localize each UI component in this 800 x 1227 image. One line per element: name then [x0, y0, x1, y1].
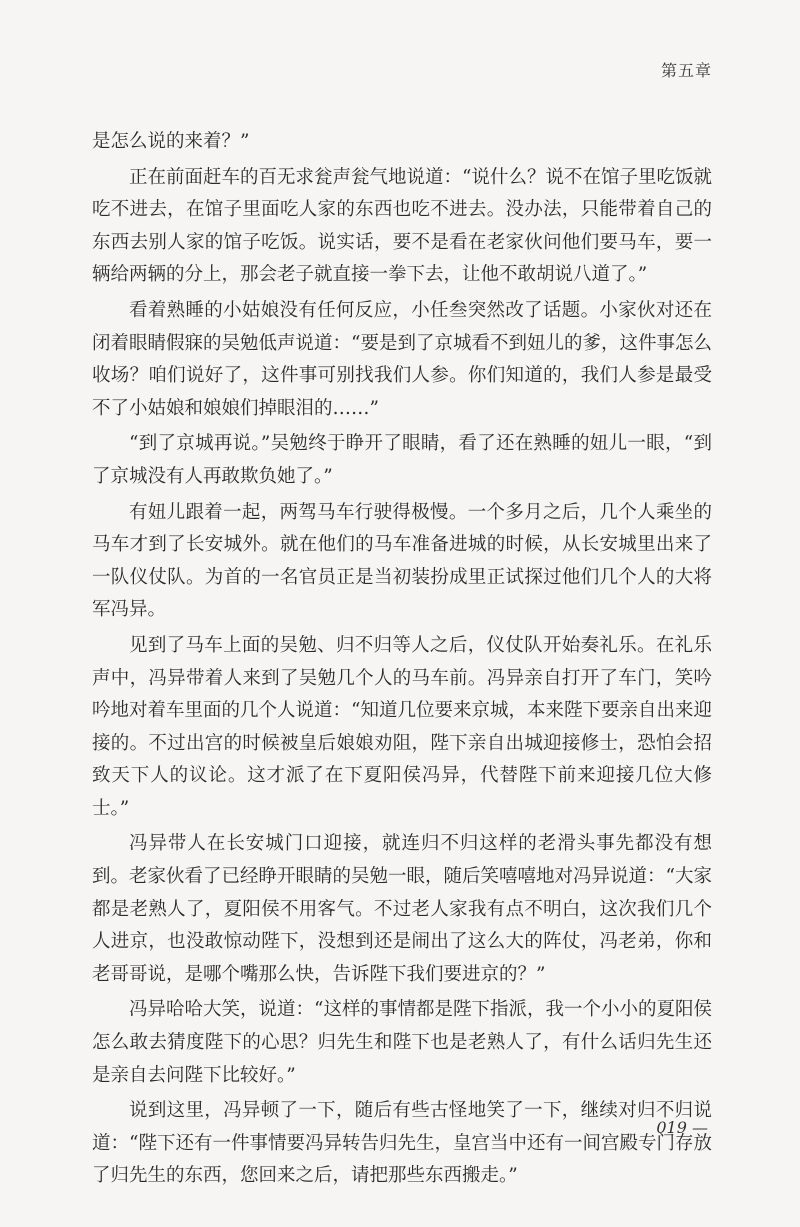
- paragraph: 正在前面赶车的百无求瓮声瓮气地说道：“说什么？说不在馆子里吃饭就吃不进去，在馆子里面吃人家的东西也吃不进去。没办法，只能带着自己的东西去别人家的馆子吃饭。说实话，要不是看在老家伙问他们要马车，要一辆给两辆的分上，那会老子就直接一拳下去，让他不敢胡说八道了。”: [92, 166, 712, 286]
- paragraph: 是怎么说的来着？”: [92, 131, 250, 152]
- paragraph: 看着熟睡的小姑娘没有任何反应，小任叁突然改了话题。小家伙对还在闭着眼睛假寐的吴勉低声说道：“要是到了京城看不到妞儿的爹，这件事怎么收场？咱们说好了，这件事可别找我们人参。你们知道的，我们人参是最受不了小姑娘和娘娘们掉眼泪的……”: [92, 299, 712, 419]
- paragraph: 冯异哈哈大笑，说道：“这样的事情都是陛下指派，我一个小小的夏阳侯怎么敢去猜度陛下的心思？归先生和陛下也是老熟人了，有什么话归先生还是亲自去问陛下比较好。”: [92, 999, 712, 1086]
- paragraph: 说到这里，冯异顿了一下，随后有些古怪地笑了一下，继续对归不归说道：“陛下还有一件事情要冯异转告归先生，皇宫当中还有一间宫殿专门存放了归先生的东西，您回来之后，请把那些东西搬走。”: [92, 1100, 712, 1187]
- page-number: 019 —: [656, 1118, 708, 1137]
- paragraph: 冯异带人在长安城门口迎接，就连归不归这样的老滑头事先都没有想到。老家伙看了已经睁开眼睛的吴勉一眼，随后笑嘻嘻地对冯异说道：“大家都是老熟人了，夏阳侯不用客气。不过老人家我有点不明白，这次我们几个人进京，也没敢惊动陛下，没想到还是闹出了这么大的阵仗，冯老弟，你和老哥哥说，是哪个嘴那么快，告诉陛下我们要进京的？”: [92, 833, 712, 985]
- paragraph: “到了京城再说。”吴勉终于睁开了眼睛，看了还在熟睡的妞儿一眼，“到了京城没有人再敢欺负她了。”: [92, 433, 712, 487]
- chapter-header: 第五章: [660, 61, 712, 80]
- paragraph: 见到了马车上面的吴勉、归不归等人之后，仪仗队开始奏礼乐。在礼乐声中，冯异带着人来到了吴勉几个人的马车前。冯异亲自打开了车门，笑吟吟地对着车里面的几个人说道：“知道几位要来京城，本来陛下要亲自出来迎接的。不过出宫的时候被皇后娘娘劝阻，陛下亲自出城迎接修士，恐怕会招致天下人的议论。这才派了在下夏阳侯冯异，代替陛下前来迎接几位大修士。”: [92, 634, 712, 819]
- body-text: [92, 126, 712, 1196]
- paragraph: 有妞儿跟着一起，两驾马车行驶得极慢。一个多月之后，几个人乘坐的马车才到了长安城外。就在他们的马车准备进城的时候，从长安城里出来了一队仪仗队。为首的一名官员正是当初装扮成里正试探过他们几个人的大将军冯异。: [92, 501, 712, 621]
